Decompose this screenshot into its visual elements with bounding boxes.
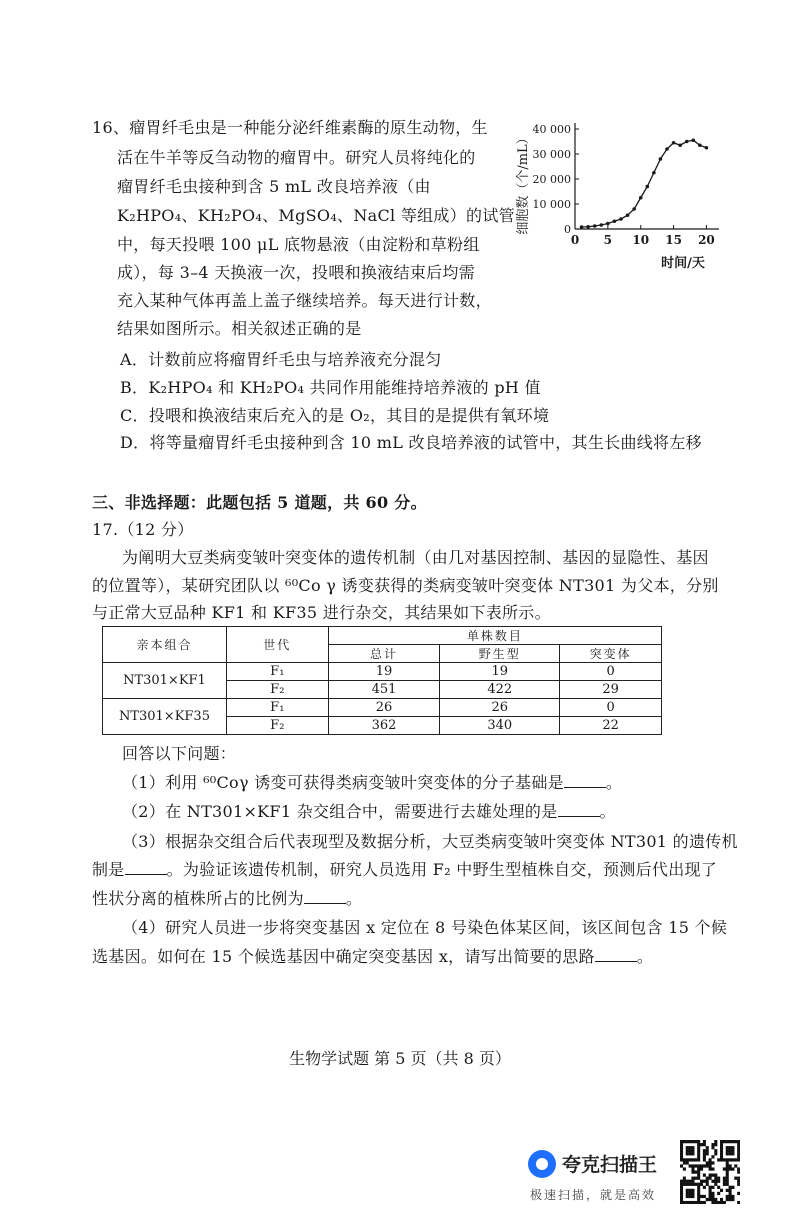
q17-sub-2 bbox=[122, 802, 616, 822]
q17-title: 17.（12 分） bbox=[92, 520, 194, 539]
x-tick-label: 20 bbox=[698, 233, 715, 247]
cell-wild: 340 bbox=[440, 717, 560, 735]
scanner-slogan: 极速扫描，就是高效 bbox=[530, 1188, 657, 1202]
q16-line-4: K₂HPO₄、KH₂PO₄、MgSO₄、NaCl 等组成）的试管 bbox=[117, 206, 515, 225]
data-point bbox=[639, 196, 643, 200]
cell-mutant: 0 bbox=[560, 699, 662, 717]
q17-sub-4-text: 选基因。如何在 15 个候选基因中确定突变基因 x，请写出简要的思路 bbox=[92, 947, 595, 966]
answer-blank bbox=[564, 773, 606, 788]
cell-gen: F₁ bbox=[226, 663, 328, 681]
q16-option-c: C．投喂和换液结束后充入的是 O₂，其目的是提供有氧环境 bbox=[120, 406, 550, 425]
header-count: 单株数目 bbox=[328, 627, 661, 645]
y-tick-label: 20 000 bbox=[532, 173, 571, 186]
cell-total: 451 bbox=[328, 681, 440, 699]
q17-sub-3-line-1: （3）根据杂交组合后代表现型及数据分析，大豆类病变皱叶突变体 NT301 的遗传机 bbox=[122, 832, 738, 851]
period: 。 bbox=[605, 773, 623, 792]
q16-line-5: 中，每天投喂 100 μL 底物悬液（由淀粉和草粉组 bbox=[117, 235, 480, 254]
data-point bbox=[685, 140, 689, 144]
q16-line-6: 成），每 3–4 天换液一次，投喂和换液结束后均需 bbox=[117, 263, 476, 282]
data-point bbox=[580, 225, 584, 229]
data-point bbox=[678, 143, 682, 147]
q16-line-1: 16、瘤胃纤毛虫是一种能分泌纤维素酶的原生动物，生 bbox=[92, 118, 488, 137]
header-total: 总计 bbox=[328, 645, 440, 663]
cell-mutant: 0 bbox=[560, 663, 662, 681]
q17-sub-4-line-1: （4）研究人员进一步将突变基因 x 定位在 8 号染色体某区间，该区间包含 15 个候 bbox=[122, 918, 728, 937]
cross-results-table bbox=[102, 626, 662, 735]
y-tick-label: 40 000 bbox=[532, 123, 571, 136]
q17-sub-1-text: （1）利用 ⁶⁰Coγ 诱变可获得类病变皱叶突变体的分子基础是 bbox=[122, 773, 564, 792]
q17-sub-3-text-c: 。为验证该遗传机制，研究人员选用 F₂ 中野生型植株自交，预测后代出现了 bbox=[166, 860, 718, 879]
q16-line-7: 充入某种气体再盖上盖子继续培养。每天进行计数， bbox=[117, 291, 492, 310]
data-point bbox=[652, 171, 656, 175]
data-point bbox=[619, 217, 623, 221]
data-point bbox=[632, 207, 636, 211]
data-point bbox=[665, 147, 669, 151]
data-point bbox=[586, 225, 590, 229]
q17-intro-line-1: 为阐明大豆类病变皱叶突变体的遗传机制（由几对基因控制、基因的显隐性、基因 bbox=[122, 548, 709, 567]
q17-sub-1 bbox=[122, 773, 622, 793]
q17-sub-3-line-3 bbox=[92, 889, 362, 909]
cell-parent: NT301×KF35 bbox=[103, 699, 227, 735]
q16-line-2: 活在牛羊等反刍动物的瘤胃中。研究人员将纯化的 bbox=[117, 148, 476, 167]
data-point bbox=[613, 219, 617, 223]
table-row bbox=[103, 699, 662, 717]
cell-total: 362 bbox=[328, 717, 440, 735]
cell-wild: 26 bbox=[440, 699, 560, 717]
y-tick-label: 10 000 bbox=[532, 198, 571, 211]
x-tick-label: 0 bbox=[570, 233, 580, 247]
answer-blank bbox=[304, 889, 346, 904]
data-point bbox=[659, 157, 663, 161]
x-tick-label: 5 bbox=[603, 233, 613, 247]
cell-gen: F₂ bbox=[226, 681, 328, 699]
cell-gen: F₂ bbox=[226, 717, 328, 735]
q17-sub-3-text-d: 性状分离的植株所占的比例为 bbox=[92, 889, 304, 908]
qr-code-icon bbox=[680, 1140, 740, 1204]
data-point bbox=[599, 223, 603, 227]
q16-option-d: D．将等量瘤胃纤毛虫接种到含 10 mL 改良培养液的试管中，其生长曲线将左移 bbox=[120, 433, 702, 452]
table-row bbox=[103, 663, 662, 681]
chart-ylabel: 细胞数（个/mL） bbox=[516, 131, 531, 235]
period: 。 bbox=[345, 889, 363, 908]
cell-gen: F₁ bbox=[226, 699, 328, 717]
section-heading: 三、非选择题：此题包括 5 道题，共 60 分。 bbox=[92, 493, 427, 512]
header-wild: 野生型 bbox=[440, 645, 560, 663]
cell-total: 26 bbox=[328, 699, 440, 717]
period: 。 bbox=[599, 802, 616, 821]
scanner-logo-icon bbox=[528, 1150, 556, 1178]
q16-line-8: 结果如图所示。相关叙述正确的是 bbox=[117, 319, 362, 338]
header-generation: 世代 bbox=[226, 627, 328, 663]
cell-parent: NT301×KF1 bbox=[103, 663, 227, 699]
y-tick-label: 30 000 bbox=[532, 148, 571, 161]
cell-mutant: 29 bbox=[560, 681, 662, 699]
data-point bbox=[672, 141, 676, 145]
scanner-watermark bbox=[528, 1146, 678, 1206]
y-tick-label: 0 bbox=[564, 223, 571, 236]
x-tick-label: 10 bbox=[632, 233, 650, 247]
cell-total: 19 bbox=[328, 663, 440, 681]
cell-wild: 19 bbox=[440, 663, 560, 681]
data-point bbox=[698, 143, 702, 147]
scanner-brand: 夸克扫描王 bbox=[562, 1154, 658, 1176]
q17-sub-2-text: （2）在 NT301×KF1 杂交组合中，需要进行去雄处理的是 bbox=[122, 802, 558, 821]
page-footer: 生物学试题 第 5 页（共 8 页） bbox=[289, 1049, 511, 1068]
header-parent: 亲本组合 bbox=[103, 627, 227, 663]
q17-intro-line-3: 与正常大豆品种 KF1 和 KF35 进行杂交，其结果如下表所示。 bbox=[92, 603, 551, 622]
data-point bbox=[645, 185, 649, 189]
cell-wild: 422 bbox=[440, 681, 560, 699]
cell-mutant: 22 bbox=[560, 717, 662, 735]
answer-blank bbox=[595, 947, 637, 962]
growth-curve-chart bbox=[500, 115, 730, 280]
answer-prompt: 回答以下问题： bbox=[122, 744, 237, 763]
data-point bbox=[626, 213, 630, 217]
q16-line-3: 瘤胃纤毛虫接种到含 5 mL 改良培养液（由 bbox=[117, 177, 431, 196]
growth-series-line bbox=[582, 140, 707, 227]
data-point bbox=[705, 146, 709, 150]
x-tick-label: 15 bbox=[665, 233, 682, 247]
q17-sub-3-text-b: 制是 bbox=[92, 860, 125, 879]
period: 。 bbox=[636, 947, 654, 966]
chart-xlabel: 时间/天 bbox=[661, 256, 705, 271]
q17-sub-4-line-2 bbox=[92, 947, 653, 967]
q17-sub-3-line-2 bbox=[92, 860, 717, 880]
header-mutant: 突变体 bbox=[560, 645, 662, 663]
data-point bbox=[593, 224, 597, 228]
data-point bbox=[691, 138, 695, 142]
q16-option-a: A．计数前应将瘤胃纤毛虫与培养液充分混匀 bbox=[120, 350, 442, 369]
answer-blank bbox=[125, 860, 167, 875]
q16-option-b: B．K₂HPO₄ 和 KH₂PO₄ 共同作用能维持培养液的 pH 值 bbox=[120, 378, 541, 397]
q17-intro-line-2: 的位置等），某研究团队以 ⁶⁰Co γ 诱变获得的类病变皱叶突变体 NT301 为父本，分别 bbox=[92, 576, 719, 595]
data-point bbox=[606, 222, 610, 226]
answer-blank bbox=[558, 802, 600, 817]
